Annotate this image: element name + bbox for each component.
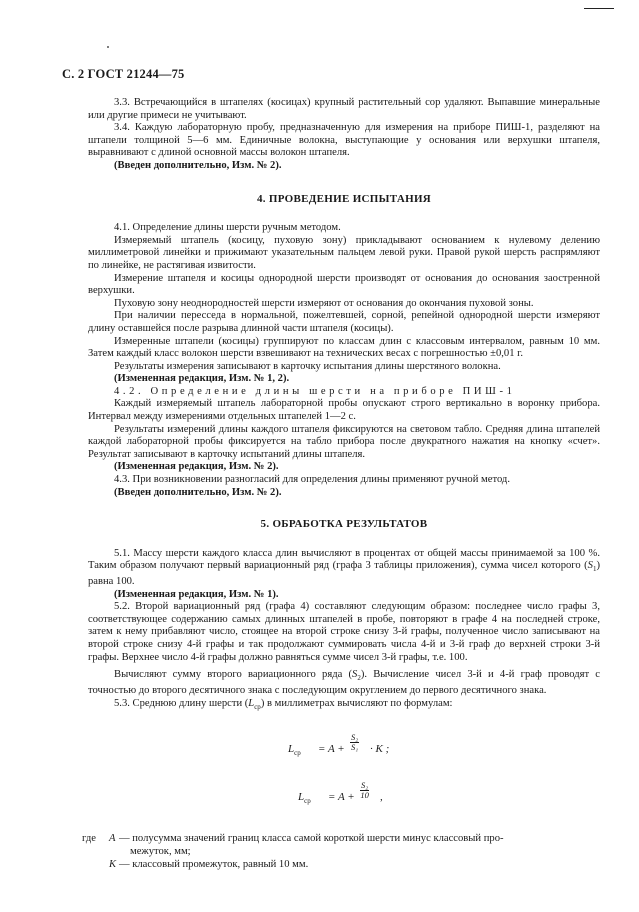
paragraph-4-3: 4.3. При возникновении разногласий для определения длины применяют ручной метод. [114, 474, 510, 486]
section-heading-4: 4. ПРОВЕДЕНИЕ ИСПЫТАНИЯ [256, 192, 432, 205]
document-body [82, 97, 600, 872]
amendment-note: (Измененная редакция, Изм. № 2). [114, 461, 279, 473]
formula-1: $L_{ср}$ = A + $\frac{\text{S₂}}{\text{S₁}}$ · K ; [288, 732, 390, 758]
paragraph-5-1: 5.1. Массу шерсти каждого класса длин вычисляют в процентах от общей массы принимаемой за 100 %. Таким образом получают первый вариационный ряд (графа 3 таблицы приложения), сумма чисел которого $(S_1)$ равна 100. [88, 547, 600, 588]
fraction: $\frac{\text{S₂}}{\text{S₁}}$ [351, 732, 359, 753]
paragraph-4-1-b: Измерение штапеля и косицы однородной шерсти производят от основания до основания заостренной верхушки. [88, 272, 600, 297]
page-header: С. 2 ГОСТ 21244—75 [62, 67, 185, 81]
section-heading-5: 5. ОБРАБОТКА РЕЗУЛЬТАТОВ [260, 518, 428, 531]
legend-row-a: где A — полусумма значений границ класса самой короткой шерсти минус классовый про- [82, 833, 504, 845]
paragraph-4-2: 4.2. Определение длины шерсти на приборе ПИШ-1 [114, 385, 516, 397]
paragraph-5-2-b: Вычисляют сумму второго вариационного ряда $(S_2)$. Вычисление чисел 3-й и 4-й граф проводят с точностью до второго десятичного знака с последующим округлением до первого десятичного знака. [88, 669, 600, 696]
speck [107, 46, 109, 48]
fraction: $\frac{\text{S₂}}{10}$ [360, 780, 369, 801]
amendment-note: (Измененная редакция, Изм. № 1, 2). [114, 373, 290, 385]
amendment-note: (Введен дополнительно, Изм. № 2). [114, 159, 282, 171]
amendment-note: (Введен дополнительно, Изм. № 2). [114, 486, 282, 498]
paragraph-5-2: 5.2. Второй вариационный ряд (графа 4) составляют следующим образом: последнее число графы 3, соответствующее содержанию самых длинных штапелей в пробе, повторяют в графе 4 на последней строке, затем к нему прибавляют число, стоящее на второй строке снизу 3-й графы, полученное число записывают на второй строке снизу 4-й графы и так продолжают суммировать числа 4-й и 3-й граф до верхней строки 3-й графы. Верхнее число 4-й графы должно равняться сумме чисел 3-й графы, т.е. 100. [88, 601, 600, 663]
page-corner-mark [584, 8, 614, 9]
legend-row-a-cont: межуток, мм; [130, 846, 191, 858]
paragraph-4-1-a: Измеряемый штапель (косицу, пуховую зону) прикладывают основанием к нулевому делению миллиметровой линейки и прижимают указательным пальцем левой руки. Правой рукой шерсть распрямляют по линейке, не растягивая извитости. [88, 234, 600, 271]
legend-row-k: K — классовый промежуток, равный 10 мм. [109, 859, 309, 871]
paragraph-4-1-c: Пуховую зону неоднородностей шерсти измеряют от основания до окончания пуховой зоны. [114, 297, 534, 309]
paragraph-4-2-b: Результаты измерений длины каждого штапеля фиксируются на световом табло. Средняя длина штапелей каждой лабораторной пробы фиксируется на табло прибора после двукратного нажатия на кнопку «счет». Результат записывают в карточку испытаний длины штапеля. [88, 423, 600, 460]
paragraph-4-2-a: Каждый измеряемый штапель лабораторной пробы опускают строго вертикально в воронку прибора. Интервал между измерениями отдельных штапелей 1—2 с. [88, 398, 600, 423]
paragraph-4-1-d: При наличии пересседа в нормальной, пожелтевшей, сорной, репейной однородной шерсти измеряют длину оставшейся после разрыва длинной части штапеля (косицы). [88, 310, 600, 334]
paragraph-4-1-f: Результаты измерения записывают в карточку испытания длины шерстяного волокна. [114, 360, 501, 372]
amendment-note: (Измененная редакция, Изм. № 1). [114, 588, 279, 600]
paragraph-3-4: 3.4. Каждую лабораторную пробу, предназначенную для измерения на приборе ПИШ-1, разделяют на штапели толщиной 5—6 мм. Единичные волокна, выступающие у основания или верхушки штапеля, выравнивают с длиной основной массы волокон штапеля. [88, 122, 600, 159]
paragraph-5-3: 5.3. Среднюю длину шерсти $(L_{ср})$ в миллиметрах вычисляют по формулам: [114, 697, 453, 711]
paragraph-3-3: 3.3. Встречающийся в штапелях (косицах) крупный растительный сор удаляют. Выпавшие минеральные или другие примеси не учитывают. [88, 97, 600, 121]
paragraph-4-1-e: Измеренные штапели (косицы) группируют по классам длин с классовым интервалом, равным 10 мм. Затем каждый класс волокон шерсти взвешивают на технических весах с погрешностью ±0,01 г. [88, 335, 600, 360]
formula-2: $L_{ср}$ = A + $\frac{\text{S₂}}{10}$ , [298, 780, 383, 806]
paragraph-4-1: 4.1. Определение длины шерсти ручным методом. [114, 222, 341, 234]
formula-legend [82, 833, 600, 872]
